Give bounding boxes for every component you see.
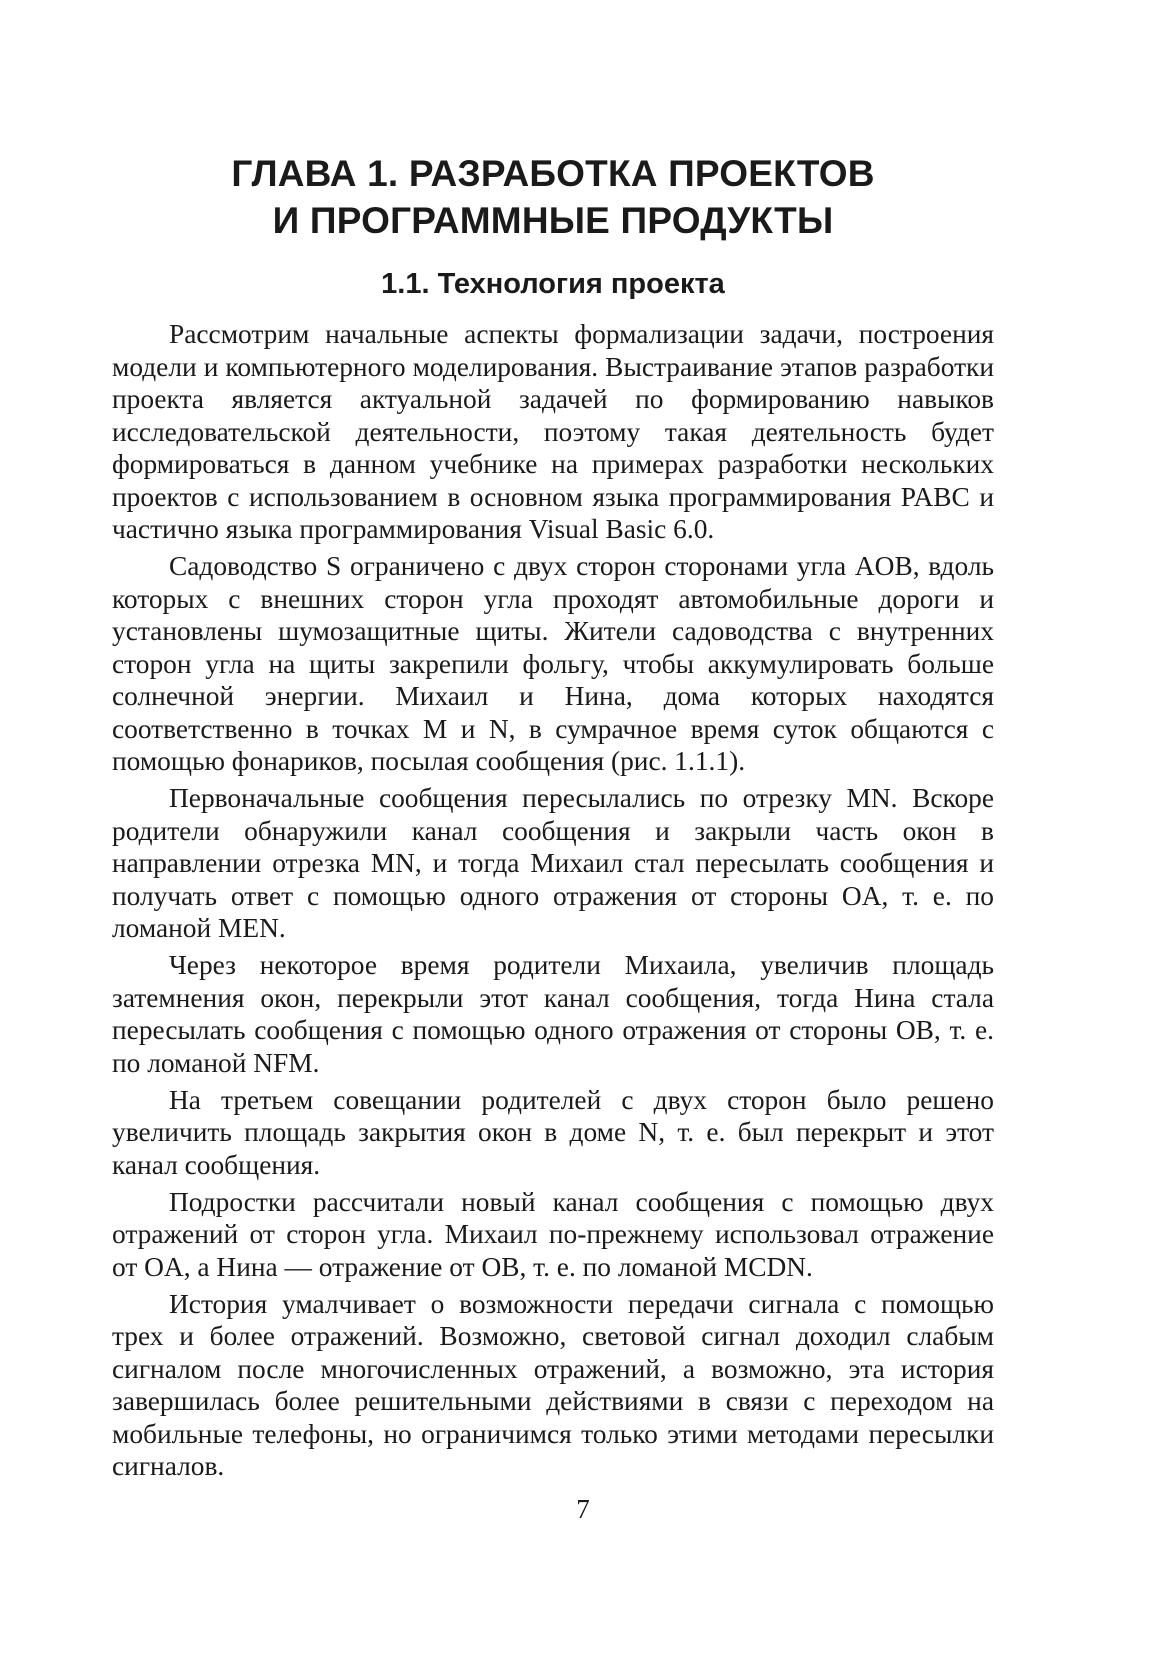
paragraph-6: Подростки рассчитали новый канал сообщения с помощью двух отражений от сторон угла. Михаил по-прежнему использовал отражение от OA, а Нина — отражение от OB, т. е. по ломаной MCDN.: [112, 1186, 994, 1282]
chapter-title-line-2: И ПРОГРАММНЫЕ ПРОДУКТЫ: [272, 200, 834, 241]
paragraph-5: На третьем совещании родителей с двух сторон было решено увеличить площадь закрытия окон в доме N, т. е. был перекрыт и этот канал сообщения.: [112, 1084, 994, 1180]
chapter-title-line-1: ГЛАВА 1. РАЗРАБОТКА ПРОЕКТОВ: [231, 153, 875, 194]
paragraph-3: Первоначальные сообщения пересылались по отрезку MN. Вскоре родители обнаружили канал сообщения и закрыли часть окон в направлении отрезка MN, и тогда Михаил стал пересылать сообщения и получать ответ с помощью одного отражения от стороны OA, т. е. по ломаной MEN.: [112, 783, 994, 943]
paragraph-7: История умалчивает о возможности передачи сигнала с помощью трех и более отражений. Возможно, световой сигнал доходил слабым сигналом после многочисленных отражений, а возможно, эта история завершилась более решительными действиями в связи с переходом на мобильные телефоны, но ограничимся только этими методами пересылки сигналов.: [112, 1288, 994, 1481]
paragraph-4: Через некоторое время родители Михаила, увеличив площадь затемнения окон, перекрыли этот канал сообщения, тогда Нина стала пересылать сообщения с помощью одного отражения от стороны OB, т. е. по ломаной NFM.: [112, 950, 994, 1078]
body-text: [112, 318, 994, 1483]
chapter-title: [112, 150, 994, 244]
paragraph-1: Рассмотрим начальные аспекты формализации задачи, построения модели и компьютерного моделирования. Выстраивание этапов разработки проекта является актуальной задачей по формированию навыков исследовательской деятельности, поэтому такая деятельность будет формироваться в данном учебнике на примерах разработки нескольких проектов с использованием в основном языка программирования PABC и частично языка программирования Visual Basic 6.0.: [112, 319, 994, 544]
section-title: 1.1. Технология проекта: [381, 268, 725, 300]
page-content: [112, 150, 994, 1487]
paragraph-2: Садоводство S ограничено с двух сторон сторонами угла AOB, вдоль которых с внешних сторон угла проходят автомобильные дороги и установлены шумозащитные щиты. Жители садоводства с внутренних сторон угла на щиты закрепили фольгу, чтобы аккумулировать больше солнечной энергии. Михаил и Нина, дома которых находятся соответственно в точках M и N, в сумрачное время суток общаются с помощью фонариков, посылая сообщения (рис. 1.1.1).: [112, 551, 994, 776]
page-number: 7: [576, 1494, 590, 1524]
